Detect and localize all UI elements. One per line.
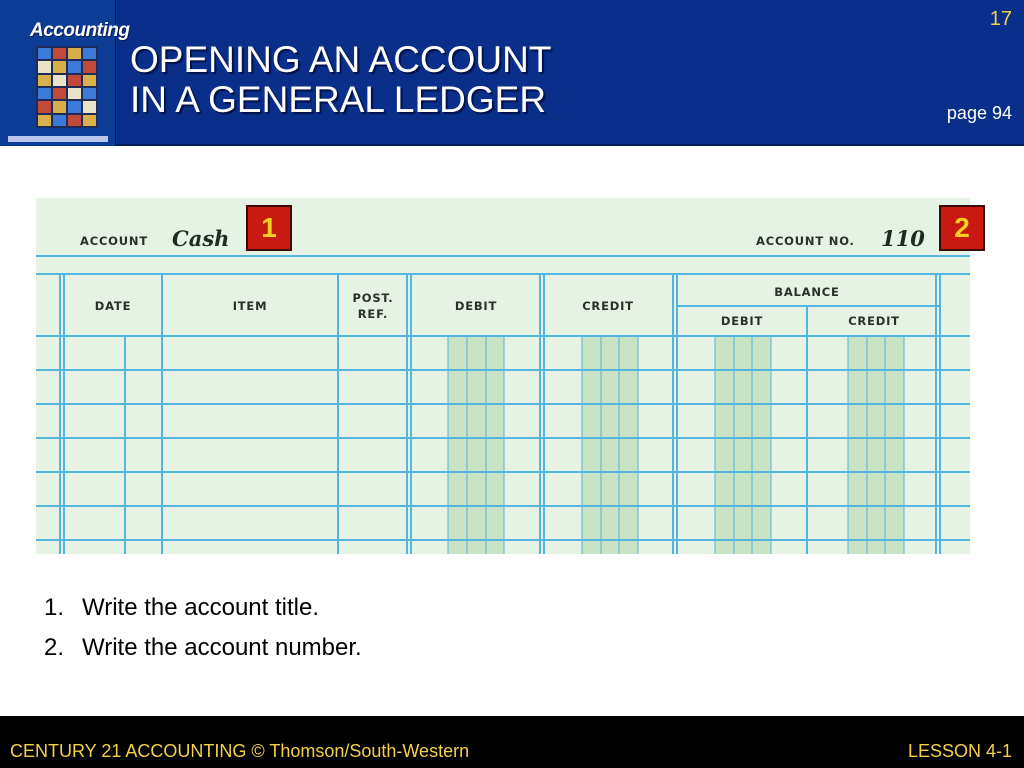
col-credit: CREDIT: [582, 299, 634, 313]
instruction-item: [44, 628, 362, 668]
cover-top-text: [4, 3, 112, 11]
slide-title-line1: OPENING AN ACCOUNT: [130, 39, 552, 80]
col-balance-credit: CREDIT: [848, 314, 900, 328]
col-balance-debit: DEBIT: [720, 314, 764, 328]
instruction-item: [44, 588, 362, 628]
cover-title: Accounting: [30, 20, 130, 41]
col-item: ITEM: [232, 299, 268, 313]
footer-lesson: LESSON 4-1: [907, 741, 1012, 761]
col-post-ref-line2: REF.: [357, 307, 389, 321]
account-no-label: ACCOUNT NO.: [756, 234, 855, 248]
col-post-ref-line1: POST.: [352, 291, 394, 305]
ledger-grid: [36, 198, 970, 554]
general-ledger-form: [36, 198, 970, 554]
footer-copyright: CENTURY 21 ACCOUNTING © Thomson/South-Western: [10, 741, 470, 761]
callout-step-1: 1: [246, 205, 292, 251]
page-reference: page 94: [946, 103, 1012, 123]
instruction-number: 1.: [44, 594, 65, 621]
slide-number: 17: [989, 8, 1012, 30]
slide-header: [0, 0, 1024, 146]
col-date: DATE: [94, 299, 132, 313]
cover-bottom-band: [8, 136, 108, 142]
slide-title-line2: IN A GENERAL LEDGER: [130, 79, 547, 120]
textbook-cover-image: [0, 0, 130, 146]
account-title-value: Cash: [172, 226, 230, 251]
col-balance: BALANCE: [774, 285, 840, 299]
instruction-list: [44, 588, 362, 668]
callout-step-2: 2: [939, 205, 985, 251]
cover-mosaic: [36, 46, 98, 128]
account-label: ACCOUNT: [80, 234, 148, 248]
col-debit: DEBIT: [454, 299, 498, 313]
instruction-text: Write the account title.: [82, 594, 319, 621]
instruction-number: 2.: [44, 634, 65, 661]
instruction-text: Write the account number.: [82, 634, 362, 661]
account-number-value: 110: [881, 226, 925, 251]
slide-footer: [0, 716, 1024, 768]
slide-title: [130, 40, 551, 120]
